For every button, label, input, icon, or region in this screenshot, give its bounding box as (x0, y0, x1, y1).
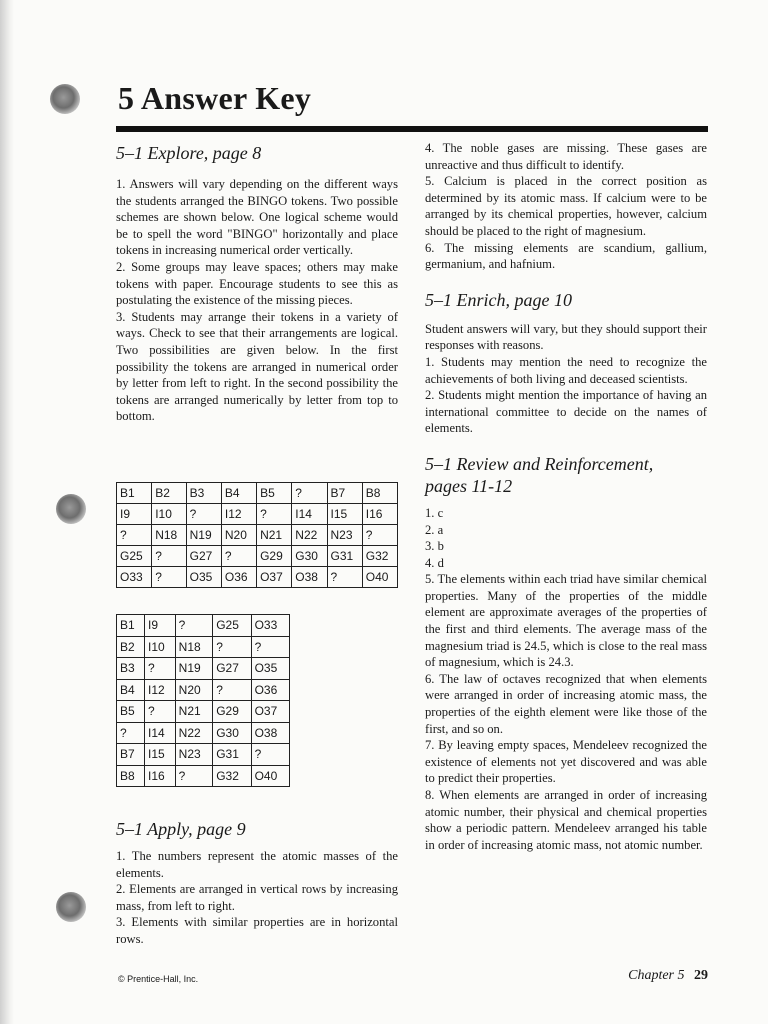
enrich-heading: 5–1 Enrich, page 10 (425, 289, 572, 310)
grid-cell: I15 (327, 504, 362, 525)
grid-cell: B4 (117, 679, 145, 701)
grid-cell: N18 (152, 525, 186, 546)
grid-cell: G32 (362, 546, 397, 567)
review-answer-4: 4. d (425, 555, 444, 570)
grid-cell: G29 (213, 701, 251, 723)
grid-cell: O35 (251, 658, 289, 680)
apply-answer-2: 2. Elements are arranged in vertical rows by increasing mass, from left to right. (116, 882, 398, 913)
grid-cell: B1 (117, 483, 152, 504)
grid-cell: ? (213, 636, 251, 658)
grid-cell: G30 (292, 546, 327, 567)
title-rule (116, 126, 708, 132)
grid-cell: G31 (213, 744, 251, 766)
page-title: 5 Answer Key (118, 80, 312, 116)
review-answer-1: 1. c (425, 505, 444, 520)
grid-cell: O36 (251, 679, 289, 701)
grid-cell: G25 (213, 615, 251, 637)
grid-cell: O35 (186, 567, 221, 588)
review-answer-2: 2. a (425, 522, 444, 537)
grid-cell: ? (175, 765, 213, 787)
grid-cell: G27 (213, 658, 251, 680)
grid-cell: N19 (186, 525, 221, 546)
grid-cell: ? (221, 546, 256, 567)
grid-cell: B8 (362, 483, 397, 504)
grid-cell: N19 (175, 658, 213, 680)
review-heading-line-1: 5–1 Review and Reinforcement, (425, 453, 654, 474)
grid-cell: O33 (251, 615, 289, 637)
grid-cell: I14 (145, 722, 176, 744)
explore-answer-2: 2. Some groups may leave spaces; others may make tokens with paper. Encourage students to see this as postulating the existence of the missing pieces. (116, 259, 398, 308)
grid-cell: ? (186, 504, 221, 525)
grid-row (117, 765, 290, 787)
grid-cell: O40 (362, 567, 397, 588)
grid-cell: O38 (292, 567, 327, 588)
enrich-intro: Student answers will vary, but they should support their responses with reasons. (425, 321, 707, 353)
grid-cell: G31 (327, 546, 362, 567)
grid-cell: G27 (186, 546, 221, 567)
grid-cell: I12 (221, 504, 256, 525)
grid-cell: ? (213, 679, 251, 701)
grid-cell: G29 (257, 546, 292, 567)
copyright: © Prentice-Hall, Inc. (118, 974, 199, 984)
apply-heading: 5–1 Apply, page 9 (116, 819, 246, 839)
grid-cell: B4 (221, 483, 256, 504)
grid-cell: B3 (117, 658, 145, 680)
bingo-grid-horizontal (116, 482, 398, 588)
grid-cell: B7 (117, 744, 145, 766)
grid-row (117, 636, 290, 658)
right-column (425, 140, 707, 853)
grid-cell: O33 (117, 567, 152, 588)
grid-cell: ? (152, 567, 186, 588)
grid-cell: N21 (175, 701, 213, 723)
explore-answer-1: 1. Answers will vary depending on the different ways the students arranged the BINGO tokens. Two possible schemes are shown below. One logical scheme would be to spell the word "BINGO" horizontally and place tokens in increasing numerical order vertically. (116, 177, 398, 258)
grid-cell: ? (327, 567, 362, 588)
grid-cell: I12 (145, 679, 176, 701)
grid-cell: G32 (213, 765, 251, 787)
grid-cell: N22 (175, 722, 213, 744)
grid-cell: I9 (145, 615, 176, 637)
grid-cell: N18 (175, 636, 213, 658)
grid-cell: I15 (145, 744, 176, 766)
grid-cell: ? (292, 483, 327, 504)
grid-row (117, 658, 290, 680)
grid-cell: ? (117, 525, 152, 546)
grid-row (117, 679, 290, 701)
grid-cell: B3 (186, 483, 221, 504)
explore-answer-5: 5. Calcium is placed in the correct position as determined by its atomic mass. If calcium were to be arranged by its chemical properties, however, calcium should be placed to the right of magnesium. (425, 174, 707, 238)
review-answer-3: 3. b (425, 539, 444, 554)
grid-cell: N20 (221, 525, 256, 546)
grid-cell: O37 (251, 701, 289, 723)
grid-cell: G30 (213, 722, 251, 744)
apply-answer-1: 1. The numbers represent the atomic masses of the elements. (116, 849, 398, 880)
grid-cell: I10 (152, 504, 186, 525)
bingo-grid-vertical (116, 614, 290, 787)
grid-cell: N23 (327, 525, 362, 546)
grid-cell: N21 (257, 525, 292, 546)
chapter-label: Chapter 5 (628, 968, 685, 983)
review-answer-7: 7. By leaving empty spaces, Mendeleev recognized the existence of elements not yet discovered and was able to predict their properties. (425, 738, 707, 786)
apply-section (116, 818, 398, 948)
review-heading (425, 453, 707, 497)
grid-cell: O40 (251, 765, 289, 787)
grid-cell: ? (152, 546, 186, 567)
grid-cell: B7 (327, 483, 362, 504)
grid-cell: ? (175, 615, 213, 637)
grid-cell: N20 (175, 679, 213, 701)
explore-heading: 5–1 Explore, page 8 (116, 143, 262, 163)
page-footer (628, 968, 708, 984)
explore-answer-4: 4. The noble gases are missing. These gases are unreactive and thus difficult to identify. (425, 141, 707, 172)
grid-row (117, 483, 398, 504)
grid-row (117, 701, 290, 723)
grid-cell: N22 (292, 525, 327, 546)
binder-hole (56, 892, 86, 922)
grid-cell: B8 (117, 765, 145, 787)
grid-row (117, 615, 290, 637)
binder-hole (50, 84, 80, 114)
enrich-answer-1: 1. Students may mention the need to recognize the achievements of both living and deceased scientists. (425, 354, 707, 386)
review-answer-6: 6. The law of octaves recognized that when elements were arranged in order of increasing atomic mass, the properties of the eighth element were like those of the first, and so on. (425, 671, 707, 736)
grid-cell: I14 (292, 504, 327, 525)
grid-cell: O37 (257, 567, 292, 588)
grid-cell: B5 (117, 701, 145, 723)
binder-hole (56, 494, 86, 524)
grid-cell: I9 (117, 504, 152, 525)
grid-row (117, 525, 398, 546)
grid-row (117, 504, 398, 525)
review-answer-8: 8. When elements are arranged in order of increasing atomic number, their physical and chemical properties show a periodic pattern. Mendeleev arranged his table in order of increasing atomic mass, not atomic number. (425, 788, 707, 852)
grid-cell: B2 (152, 483, 186, 504)
apply-answer-3: 3. Elements with similar properties are in horizontal rows. (116, 915, 398, 946)
grid-cell: O36 (221, 567, 256, 588)
grid-cell: ? (257, 504, 292, 525)
grid-cell: I10 (145, 636, 176, 658)
grid-cell: ? (117, 722, 145, 744)
grid-cell: ? (251, 744, 289, 766)
page-spine-shadow (0, 0, 14, 1024)
page-number: 29 (694, 968, 708, 983)
explore-answer-6: 6. The missing elements are scandium, gallium, germanium, and hafnium. (425, 240, 707, 272)
grid-cell: B2 (117, 636, 145, 658)
grid-cell: ? (251, 636, 289, 658)
grid-cell: B5 (257, 483, 292, 504)
review-heading-line-2: pages 11-12 (425, 475, 513, 496)
grid-row (117, 546, 398, 567)
grid-row (117, 722, 290, 744)
grid-cell: G25 (117, 546, 152, 567)
grid-cell: N23 (175, 744, 213, 766)
grid-row (117, 567, 398, 588)
grid-row (117, 744, 290, 766)
grid-cell: B1 (117, 615, 145, 637)
review-answer-5: 5. The elements within each triad have similar chemical properties. Many of the properties of the middle element are approximate averages of the properties of the first and third elements. The average mass of the magnesium triad is 24.5, which is close to the real mass of magnesium, which is 24.3. (425, 572, 707, 670)
grid-cell: I16 (362, 504, 397, 525)
left-column (116, 142, 398, 425)
grid-cell: ? (362, 525, 397, 546)
grid-cell: I16 (145, 765, 176, 787)
grid-cell: ? (145, 658, 176, 680)
enrich-answer-2: 2. Students might mention the importance of having an international committee to decide on the names of elements. (425, 388, 707, 436)
explore-answer-3: 3. Students may arrange their tokens in a variety of ways. Check to see that their arrangements are logical. Two possibilities are given below. In the first possibility the tokens are arranged in numerical order by letter from left to right. In the second possibility the tokens are arranged numerically by letter from top to bottom. (116, 309, 398, 424)
grid-cell: ? (145, 701, 176, 723)
grid-cell: O38 (251, 722, 289, 744)
